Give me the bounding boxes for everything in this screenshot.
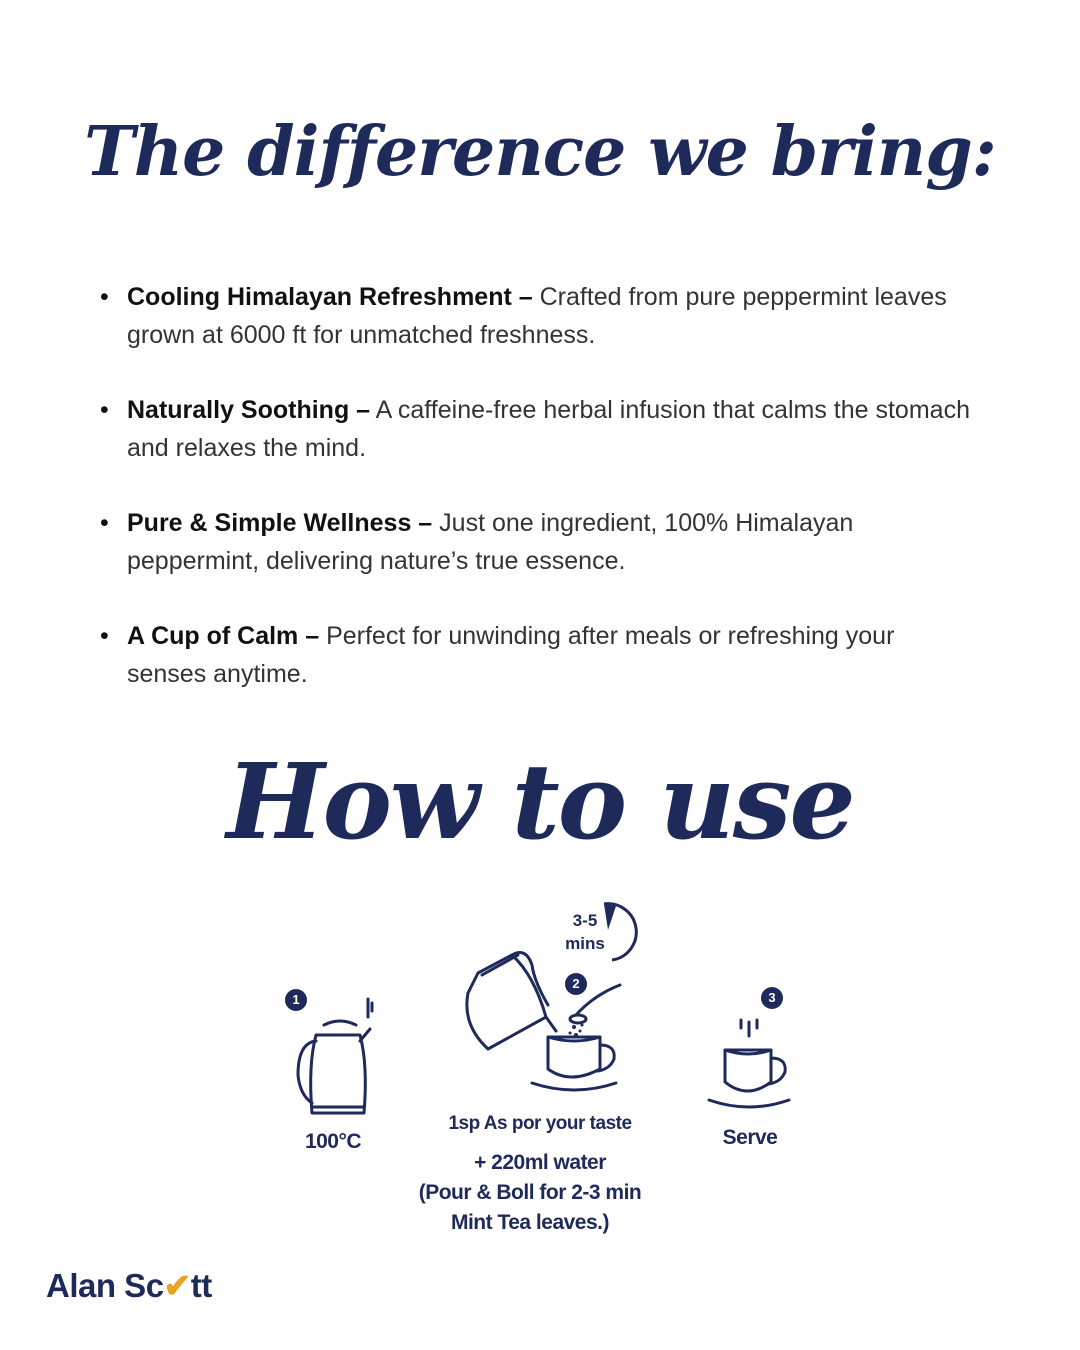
benefit-title: Pure & Simple Wellness – (127, 509, 433, 537)
benefit-text: Crafted from pure peppermint leaves grown at 6000 ft for unmatched freshness. (127, 283, 947, 349)
step-3-number: 3 (761, 987, 783, 1009)
step-2-line-3: (Pour & Boll for 2-3 min (418, 1181, 642, 1204)
step-2-number: 2 (565, 973, 587, 995)
benefits-list (100, 278, 980, 730)
benefit-text: A caffeine-free herbal infusion that calms the stomach and relaxes the mind. (127, 396, 970, 462)
step-2-line-2: + 220ml water (474, 1151, 606, 1174)
how-to-use-heading: How to use (226, 740, 854, 863)
benefit-item-4 (100, 617, 980, 693)
step-2-line-4: Mint Tea leaves.) (450, 1211, 609, 1234)
step-2-line-1: 1sp As por your taste (448, 1113, 632, 1134)
kettle-icon (290, 995, 380, 1125)
how-to-use-steps (0, 900, 1080, 1260)
benefit-text: Perfect for unwinding after meals or refreshing your senses anytime. (127, 622, 895, 688)
bullet-icon: • (100, 622, 109, 650)
benefit-item-3 (100, 504, 980, 580)
pouring-jug-cup-icon (460, 945, 630, 1095)
benefit-item-2 (100, 391, 980, 467)
benefit-title: Naturally Soothing – (127, 396, 371, 424)
bullet-icon: • (100, 283, 109, 311)
bullet-icon: • (100, 509, 109, 537)
bullet-icon: • (100, 396, 109, 424)
benefit-title: Cooling Himalayan Refreshment – (127, 283, 533, 311)
brand-logo-text-end: tt (190, 1267, 212, 1304)
check-icon: ✔ (163, 1267, 191, 1304)
benefit-title: A Cup of Calm – (127, 622, 320, 650)
brand-logo (46, 1266, 212, 1305)
step-3-label: Serve (722, 1126, 778, 1149)
step-1-number: 1 (285, 989, 307, 1011)
difference-heading: The difference we bring: (84, 112, 996, 192)
timer-minutes: 3-5 (572, 911, 598, 930)
timer-unit: mins (565, 934, 605, 953)
step-1-label: 100°C (304, 1130, 362, 1153)
benefit-text: Just one ingredient, 100% Himalayan peppermint, delivering nature’s true essence. (127, 509, 854, 575)
brand-logo-text: Alan Sc (46, 1267, 164, 1304)
benefit-item-1 (100, 278, 980, 354)
teacup-steam-icon (705, 1018, 795, 1113)
